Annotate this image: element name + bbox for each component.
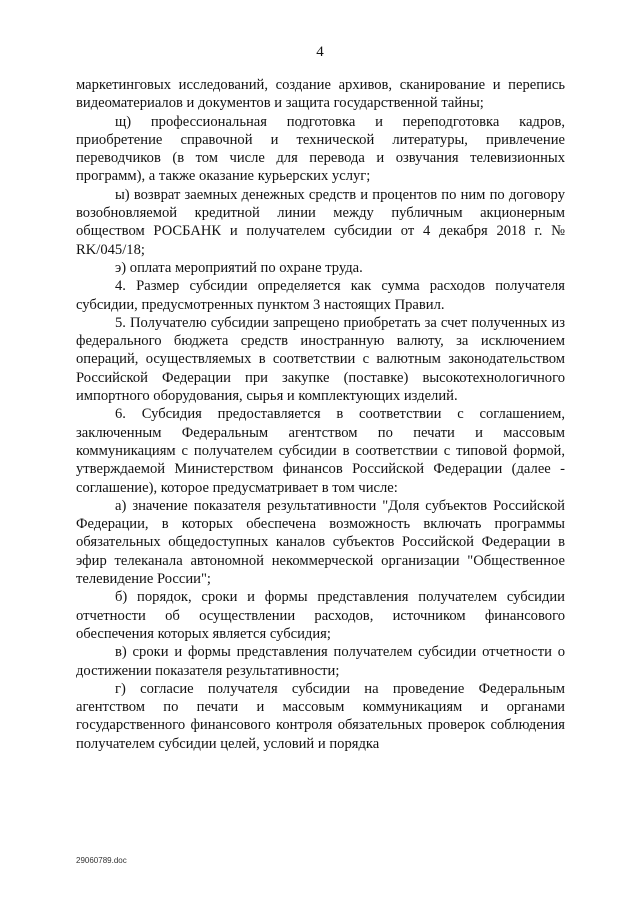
paragraph-continuation: маркетинговых исследований, создание архивов, сканирование и перепись видеоматериалов и документов и защита государственной тайны;	[76, 77, 565, 112]
paragraph-6-b: б) порядок, сроки и формы представления получателем субсидии отчетности об осуществлении расходов, источником финансового обеспечения которых является субсидия;	[76, 589, 565, 642]
page-number: 4	[316, 44, 324, 60]
paragraph-item-shch: щ) профессиональная подготовка и переподготовка кадров, приобретение справочной и технической литературы, привлечение переводчиков (в том числе для перевода и озвучания телевизионных программ), а также оказание курьерских услуг;	[76, 113, 565, 185]
paragraph-4: 4. Размер субсидии определяется как сумма расходов получателя субсидии, предусмотренных пунктом 3 настоящих Правил.	[76, 278, 565, 313]
document-footer-filename: 29060789.doc	[76, 856, 127, 865]
paragraph-6-g: г) согласие получателя субсидии на проведение Федеральным агентством по печати и массовым коммуникациям и органами государственного финансового контроля обязательных проверок соблюдения получателем субсидии целей, условий и порядка	[76, 680, 565, 752]
paragraph-item-e: э) оплата мероприятий по охране труда.	[115, 259, 363, 276]
paragraph-item-y: ы) возврат заемных денежных средств и процентов по ним по договору возобновляемой кредитной линии между публичным акционерным обществом РОСБАНК и получателем субсидии от 4 декабря 2018 г. № RK/045/18;	[76, 186, 565, 258]
paragraph-6-v: в) сроки и формы представления получателем субсидии отчетности о достижении показателя результативности;	[76, 644, 565, 679]
paragraph-5: 5. Получателю субсидии запрещено приобретать за счет полученных из федерального бюджета средств иностранную валюту, за исключением операций, осуществляемых в соответствии с валютным законодательством Российской Федерации при закупке (поставке) высокотехнологичного импортного оборудования, сырья и комплектующих изделий.	[76, 314, 565, 405]
paragraph-6-a: а) значение показателя результативности "Доля субъектов Российской Федерации, в которых обеспечена возможность включать программы обязательных общедоступных каналов субъектов Российской Федерации в эфир телеканала автономной некоммерческой организации "Общественное телевидение России";	[76, 497, 565, 588]
document-body	[76, 76, 565, 753]
paragraph-6: 6. Субсидия предоставляется в соответствии с соглашением, заключенным Федеральным агентством по печати и массовым коммуникациям с получателем субсидии в соответствии с типовой формой, утверждаемой Министерством финансов Российской Федерации (далее - соглашение), которое предусматривает в том числе:	[76, 406, 565, 496]
